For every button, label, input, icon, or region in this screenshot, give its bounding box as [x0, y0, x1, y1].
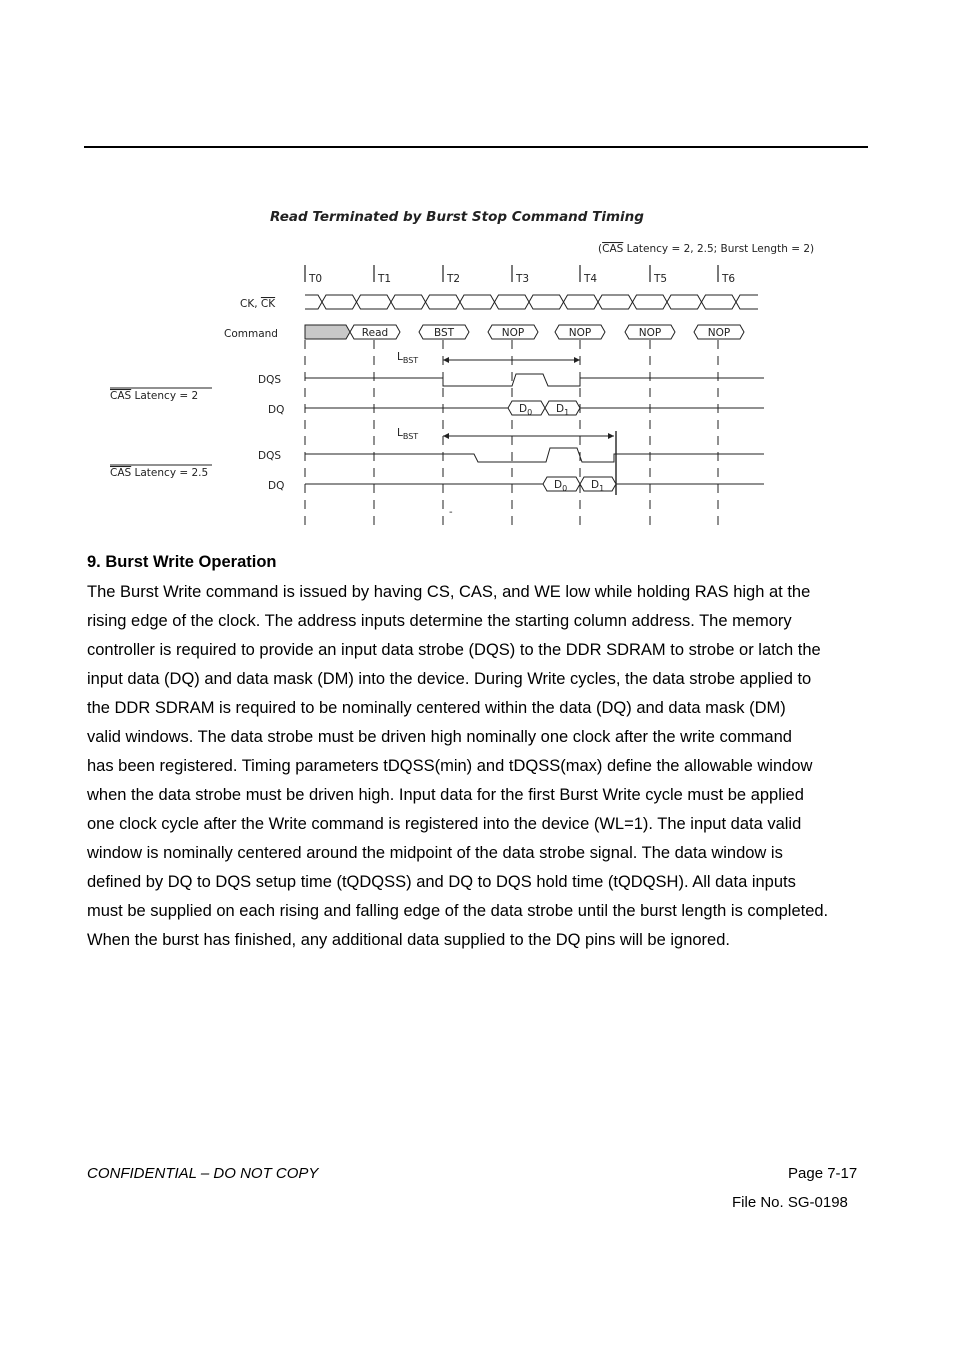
cas25-dq-label: DQ: [268, 480, 285, 492]
page-number: Page 7-17: [788, 1165, 858, 1182]
clock-label-t2: T2: [447, 273, 461, 285]
stray-dash: -: [449, 507, 453, 518]
ck-label: CK, CK: [240, 298, 276, 310]
header-rule: [84, 146, 868, 148]
command-text-0: Read: [361, 327, 389, 339]
cas2-dq-label: DQ: [268, 404, 285, 416]
lbst-arrowhead-2b: [608, 433, 614, 439]
clock-label-t1: T1: [378, 273, 392, 285]
lbst-label-1: $L_{BST}$: [397, 351, 419, 365]
body-line: defined by DQ to DQS setup time (tQDQSS) and DQ to DQS hold time (tQDQSH). All data inputs: [87, 873, 796, 891]
body-line: input data (DQ) and data mask (DM) into the device. During Write cycles, the data strobe applied to: [87, 670, 812, 688]
clock-guides: [305, 340, 718, 527]
body-line: has been registered. Timing parameters tDQSS(min) and tDQSS(max) define the allowable window: [87, 757, 813, 775]
body-line: controller is required to provide an input data strobe (DQS) to the DDR SDRAM to strobe or latch the: [87, 641, 821, 659]
diagram-title: Read Terminated by Burst Stop Command Timing: [270, 209, 644, 225]
lbst-label-2: $L_{BST}$: [397, 427, 419, 441]
command-text-2: NOP: [501, 327, 525, 339]
command-text-3: NOP: [568, 327, 592, 339]
clock-marks: [305, 265, 735, 285]
command-bus: [350, 325, 744, 339]
lbst-arrowhead-1b: [574, 357, 580, 363]
lbst-arrowhead-2a: [443, 433, 449, 439]
cas2-label: CAS Latency = 2: [110, 390, 199, 402]
clock-label-t6: T6: [722, 273, 736, 285]
clock-label-t0: T0: [309, 273, 323, 285]
body-line: the DDR SDRAM is required to be nominally centered within the data (DQ) and data mask (DM): [87, 699, 786, 717]
body-line: must be supplied on each rising and falling edge of the data strobe until the burst length is completed.: [87, 902, 829, 920]
cas25-d1-text: $D_1$: [591, 479, 605, 493]
cas2-d1-text: $D_1$: [556, 403, 570, 417]
body-line: valid windows. The data strobe must be driven high nominally one clock after the write command: [87, 728, 792, 746]
command-idle-block: [305, 325, 350, 339]
clock-label-t3: T3: [516, 273, 530, 285]
timing-diagram: [100, 200, 815, 535]
command-label: Command: [224, 328, 278, 340]
clock-label-t5: T5: [654, 273, 668, 285]
command-text-1: BST: [433, 327, 455, 339]
body-line: rising edge of the clock. The address inputs determine the starting column address. The memory: [87, 612, 792, 630]
clock-label-t4: T4: [584, 273, 598, 285]
file-number: File No. SG-0198: [732, 1194, 848, 1211]
body-line: window is nominally centered around the midpoint of the data strobe signal. The data window is: [87, 844, 783, 862]
diagram-condition: (CAS Latency = 2, 2.5; Burst Length = 2): [598, 243, 815, 255]
body-line: When the burst has finished, any additional data supplied to the DQ pins will be ignored.: [87, 931, 730, 949]
cas25-label: CAS Latency = 2.5: [110, 467, 209, 479]
command-text-4: NOP: [638, 327, 662, 339]
cas2-dqs-label: DQS: [258, 374, 282, 386]
command-text-5: NOP: [707, 327, 731, 339]
confidential-notice: CONFIDENTIAL – DO NOT COPY: [87, 1165, 319, 1182]
section-body: [87, 578, 877, 955]
lbst-arrowhead-1a: [443, 357, 449, 363]
section-heading: 9. Burst Write Operation: [87, 553, 277, 571]
body-line: The Burst Write command is issued by having CS, CAS, and WE low while holding RAS high at the: [87, 583, 811, 601]
body-line: one clock cycle after the Write command is registered into the device (WL=1). The input data valid: [87, 815, 802, 833]
cas25-dqs-label: DQS: [258, 450, 282, 462]
cas2-d0-text: $D_0$: [519, 403, 533, 417]
cas25-d0-text: $D_0$: [554, 479, 568, 493]
body-line: when the data strobe must be driven high. Input data for the first Burst Write cycle must be applied: [87, 786, 804, 804]
